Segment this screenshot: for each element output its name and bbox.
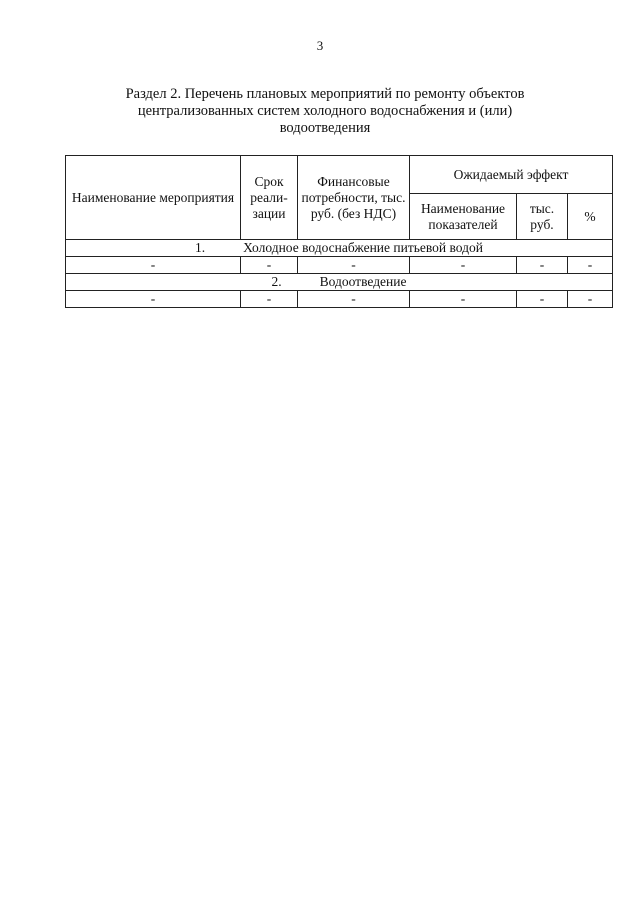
table-row (66, 257, 613, 274)
section-title-line-3: водоотведения (279, 120, 371, 136)
header-percent: % (568, 194, 613, 240)
section-row (66, 274, 613, 291)
header-term: Срок реали-зации (241, 156, 298, 240)
section-heading-text: Холодное водоснабжение питьевой водой (243, 240, 483, 255)
table-cell: - (517, 257, 568, 274)
table-header-row (66, 156, 613, 194)
table-cell: - (410, 257, 517, 274)
table-cell: - (66, 291, 241, 308)
header-indicator: Наименование показателей (410, 194, 517, 240)
section-title-line-2: централизованных систем холодного водоснабжения и (или) (137, 103, 513, 119)
header-thousand-rub: тыс. руб. (517, 194, 568, 240)
table-cell: - (298, 257, 410, 274)
section-heading (66, 240, 613, 257)
table-cell: - (298, 291, 410, 308)
table-cell: - (568, 257, 613, 274)
header-name: Наименование мероприятия (66, 156, 241, 240)
table-row (66, 291, 613, 308)
table-cell: - (517, 291, 568, 308)
table-cell: - (66, 257, 241, 274)
table-cell: - (241, 291, 298, 308)
section-number: 2. (271, 274, 282, 289)
header-effect: Ожидаемый эффект (410, 156, 613, 194)
table-cell: - (241, 257, 298, 274)
section-heading (66, 274, 613, 291)
section-heading-text: Водоотведение (319, 274, 407, 289)
section-title-line-1: Раздел 2. Перечень плановых мероприятий по ремонту объектов (125, 86, 525, 102)
page-number: 3 (316, 38, 324, 53)
activities-table (65, 155, 613, 308)
section-title (100, 86, 550, 137)
header-finance: Финансовые потребности, тыс. руб. (без НДС) (298, 156, 410, 240)
section-number: 1. (195, 240, 206, 255)
table-cell: - (568, 291, 613, 308)
table-cell: - (410, 291, 517, 308)
section-row (66, 240, 613, 257)
